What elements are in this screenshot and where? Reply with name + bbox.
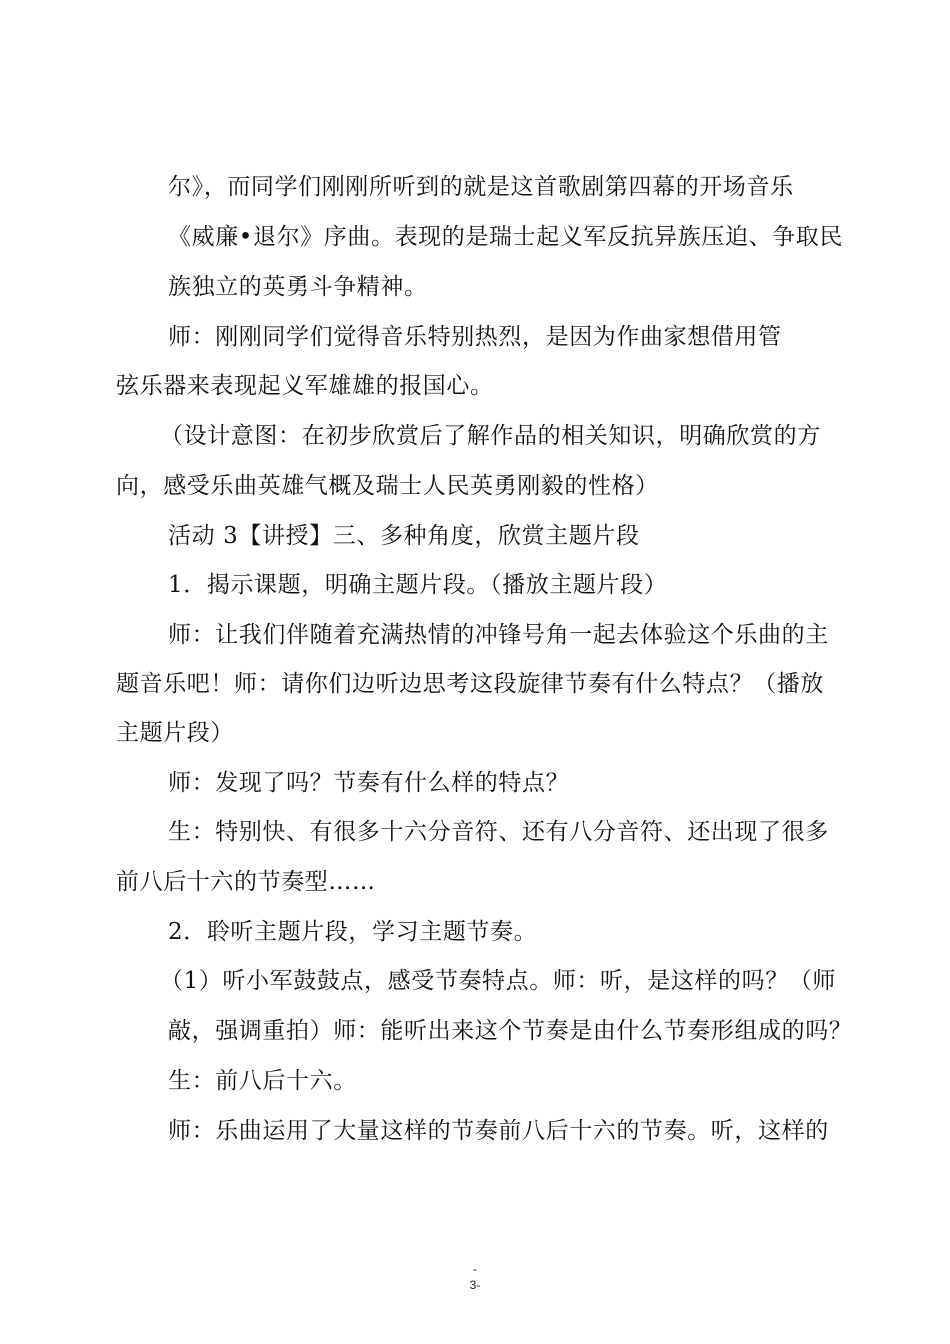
paragraph-line: （设计意图：在初步欣赏后了解作品的相关知识，明确欣赏的方 bbox=[160, 423, 821, 449]
paragraph-line: 1．揭示课题，明确主题片段。（播放主题片段） bbox=[168, 572, 668, 598]
paragraph-line: 前八后十六的节奏型…… bbox=[116, 869, 376, 895]
footer-dash: - bbox=[473, 1262, 477, 1276]
paragraph-line: 向，感受乐曲英雄气概及瑞士人民英勇刚毅的性格） bbox=[116, 473, 659, 499]
paragraph-line: 族独立的英勇斗争精神。 bbox=[168, 274, 428, 300]
paragraph-line: 《威廉•退尔》序曲。表现的是瑞士起义军反抗异族压迫、争取民 bbox=[168, 224, 843, 250]
paragraph-line: 主题片段） bbox=[116, 720, 234, 746]
paragraph-line: 弦乐器来表现起义军雄雄的报国心。 bbox=[116, 373, 494, 399]
paragraph-line: 题音乐吧！师：请你们边听边思考这段旋律节奏有什么特点？（播放 bbox=[116, 671, 824, 697]
paragraph-line: 生：特别快、有很多十六分音符、还有八分音符、还出现了很多 bbox=[168, 819, 829, 845]
paragraph-line: 师：让我们伴随着充满热情的冲锋号角一起去体验这个乐曲的主 bbox=[168, 622, 829, 648]
paragraph-line: 活动 3【讲授】三、多种角度，欣赏主题片段 bbox=[168, 523, 640, 549]
paragraph-line: 师：乐曲运用了大量这样的节奏前八后十六的节奏。听，这样的 bbox=[168, 1118, 829, 1144]
paragraph-line: 生：前八后十六。 bbox=[168, 1068, 357, 1094]
paragraph-line: 师：刚刚同学们觉得音乐特别热烈，是因为作曲家想借用管 bbox=[168, 324, 782, 350]
page-number: 3- bbox=[469, 1278, 481, 1292]
paragraph-line: （1）听小军鼓鼓点，感受节奏特点。师：听，是这样的吗？（师 bbox=[160, 968, 837, 994]
paragraph-line: 尔》，而同学们刚刚所听到的就是这首歌剧第四幕的开场音乐 bbox=[168, 174, 794, 200]
paragraph-line: 敲，强调重拍）师：能听出来这个节奏是由什么节奏形组成的吗？ bbox=[168, 1018, 853, 1044]
paragraph-line: 师：发现了吗？节奏有什么样的特点？ bbox=[168, 770, 570, 796]
paragraph-line: 2．聆听主题片段，学习主题节奏。 bbox=[168, 919, 538, 945]
